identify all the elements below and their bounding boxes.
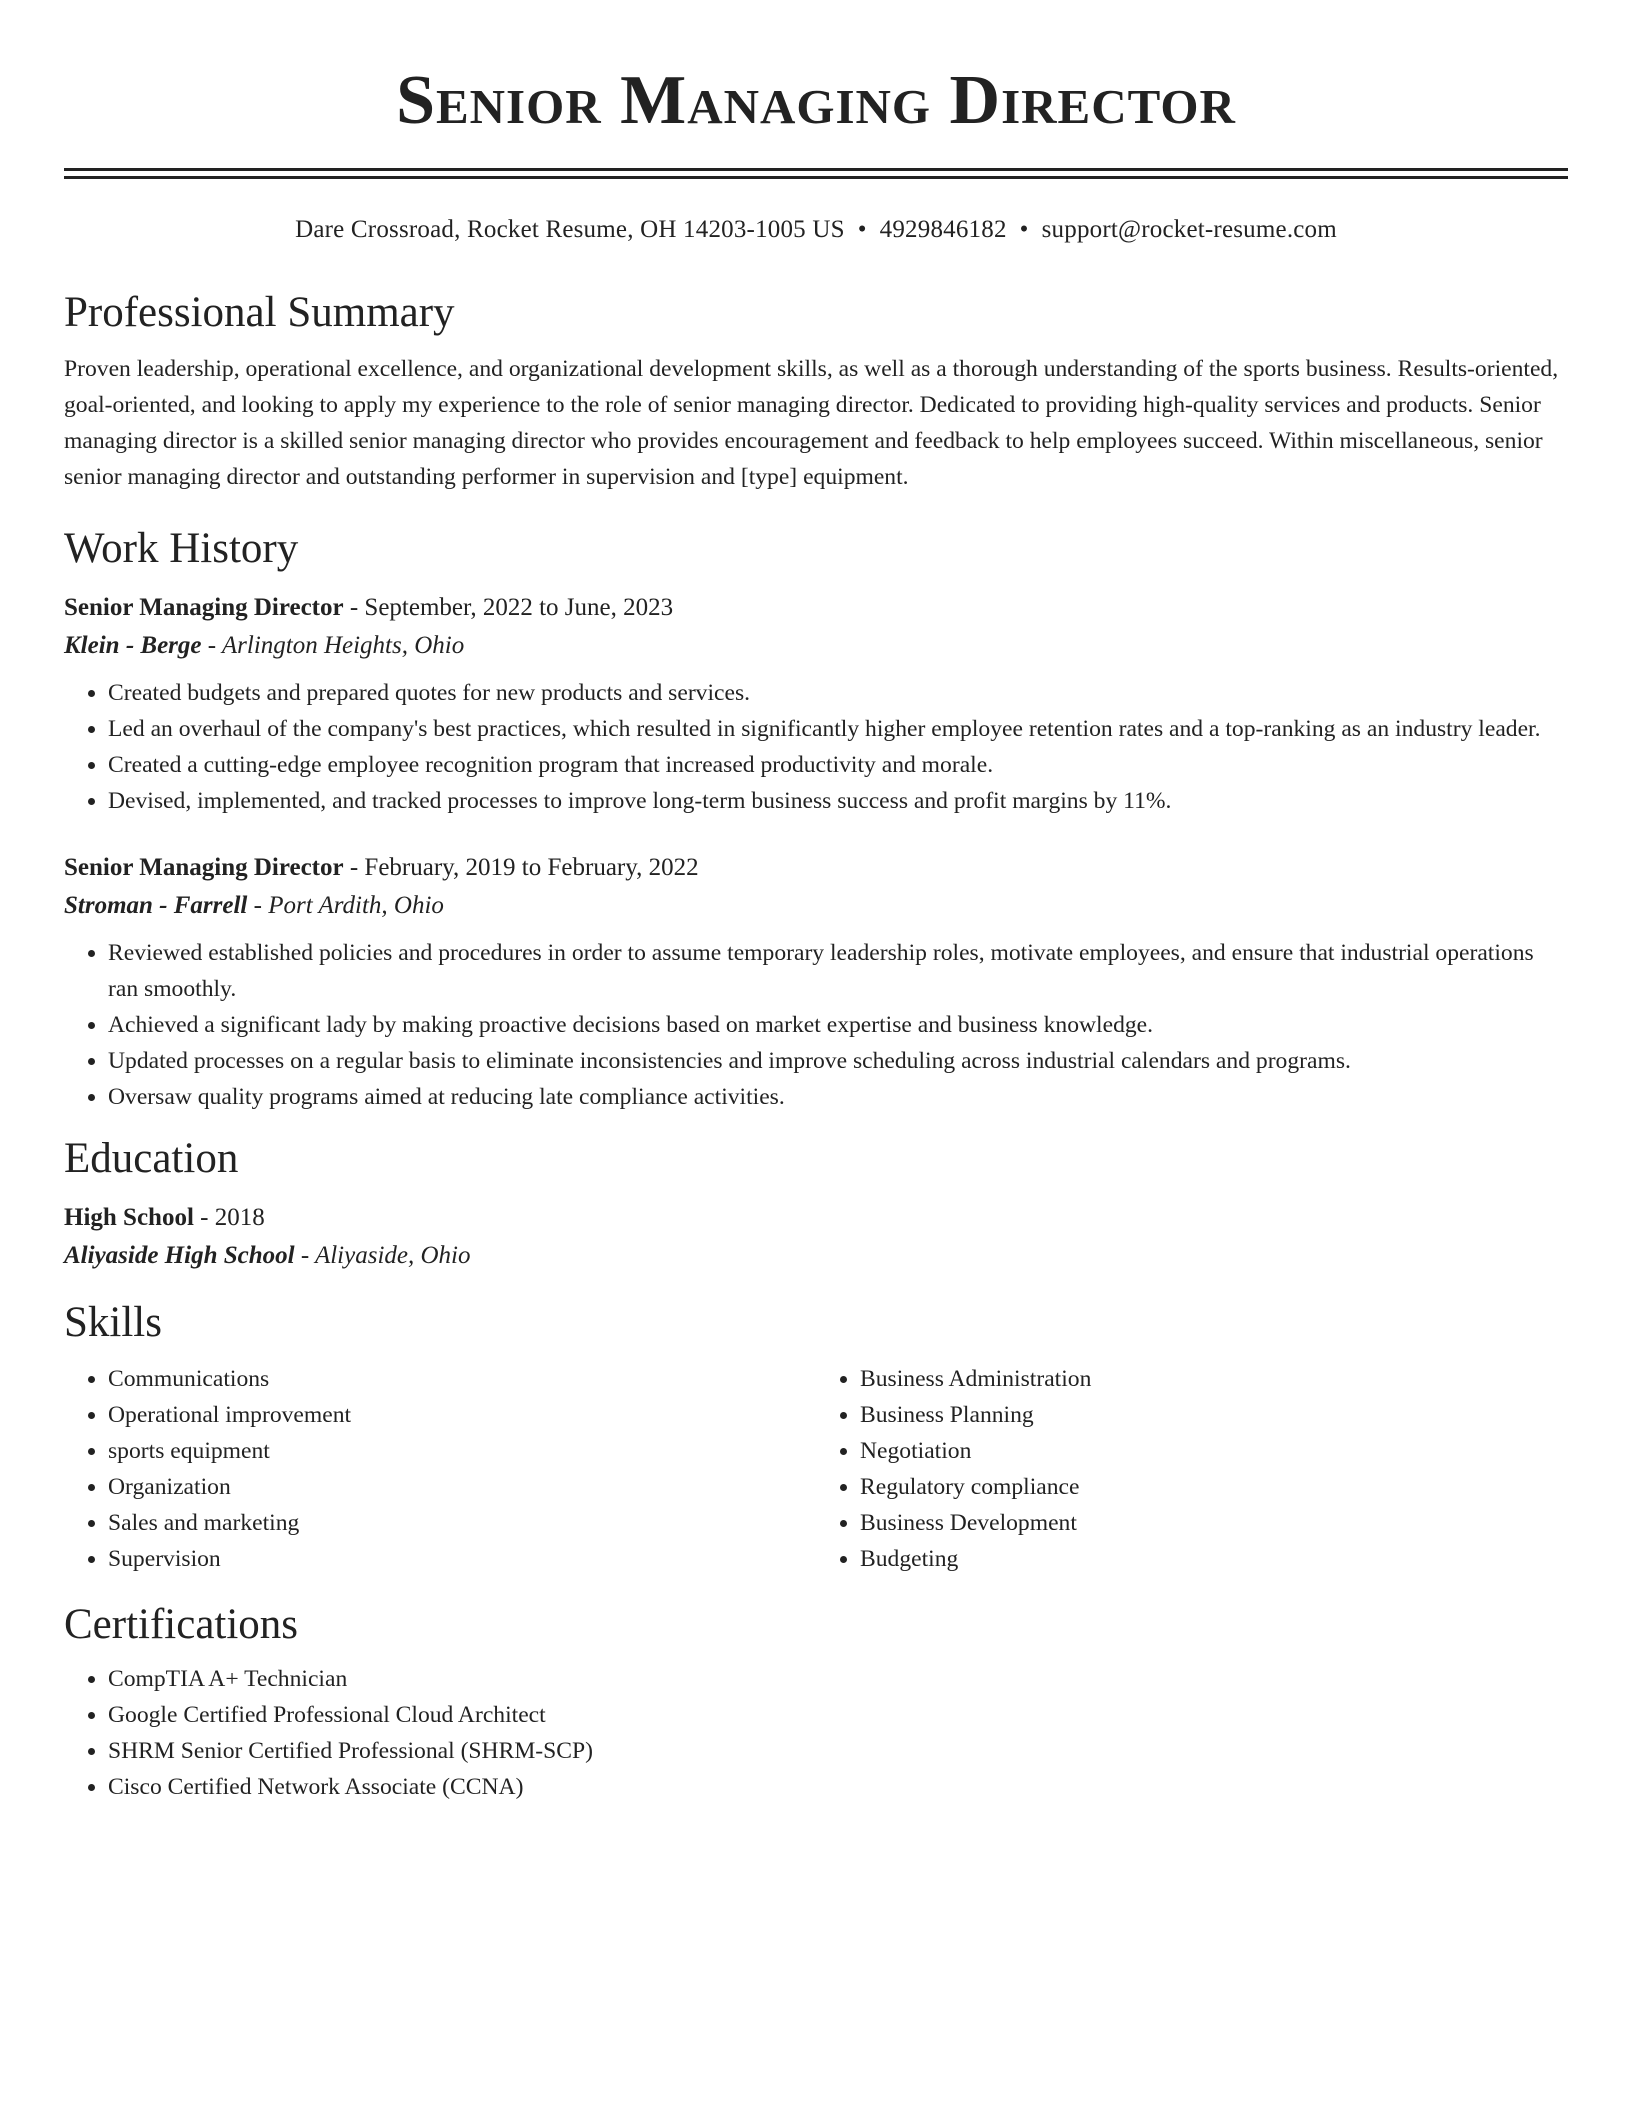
section-title-certifications: Certifications bbox=[64, 1601, 299, 1648]
job-bullets bbox=[64, 675, 1568, 819]
skills-grid bbox=[64, 1361, 1568, 1577]
section-title-work-history: Work History bbox=[64, 525, 299, 572]
education-degree-line bbox=[64, 1199, 1568, 1237]
contact-address: Dare Crossroad, Rocket Resume, OH 14203-1005 US bbox=[295, 216, 845, 243]
job-company: Stroman - Farrell bbox=[64, 892, 248, 919]
skill-item: • Regulatory compliance bbox=[860, 1469, 1568, 1505]
skill-item: • Budgeting bbox=[860, 1541, 1568, 1577]
skill-item: • Operational improvement bbox=[108, 1397, 816, 1433]
section-title-education: Education bbox=[64, 1135, 239, 1182]
education-degree: High School bbox=[64, 1204, 194, 1231]
job-bullet: • Updated processes on a regular basis to eliminate inconsistencies and improve scheduling across industrial calendars and programs. bbox=[108, 1043, 1568, 1079]
contact-separator: • bbox=[857, 216, 867, 243]
job-dates: - February, 2019 to February, 2022 bbox=[343, 854, 699, 881]
job-bullet: • Led an overhaul of the company's best practices, which resulted in significantly higher employee retention rates and a top-ranking as an industry leader. bbox=[108, 711, 1568, 747]
education-school-line bbox=[64, 1237, 1568, 1275]
summary-text: Proven leadership, operational excellence, and organizational development skills, as well as a thorough understanding of the sports business. Results-oriented, goal-oriented, and looking to apply my experience to the role of senior managing director. Dedicated to providing high-quality services and products. Senior managing director is a skilled senior managing director who provides encouragement and feedback to help employees succeed. Within miscellaneous, senior senior managing director and outstanding performer in supervision and [type] equipment. bbox=[64, 356, 1559, 490]
job-bullet: • Devised, implemented, and tracked processes to improve long-term business success and profit margins by 11%. bbox=[108, 783, 1568, 819]
skill-item: • Communications bbox=[108, 1361, 816, 1397]
job-role: Senior Managing Director bbox=[64, 854, 344, 881]
job-entry bbox=[64, 849, 1568, 1115]
education-year: - 2018 bbox=[193, 1204, 265, 1231]
job-bullet: • Achieved a significant lady by making proactive decisions based on market expertise and business knowledge. bbox=[108, 1007, 1568, 1043]
section-title-skills: Skills bbox=[64, 1299, 162, 1346]
job-dates: - September, 2022 to June, 2023 bbox=[343, 594, 674, 621]
header-double-rule bbox=[64, 168, 1568, 179]
job-title-line bbox=[64, 849, 1568, 887]
contact-separator: • bbox=[1019, 216, 1029, 243]
certifications-list bbox=[64, 1661, 1568, 1805]
certification-item: • Cisco Certified Network Associate (CCNA) bbox=[108, 1769, 1568, 1805]
education-entry bbox=[64, 1199, 1568, 1275]
contact-email: support@rocket-resume.com bbox=[1041, 216, 1337, 243]
skill-item: • Sales and marketing bbox=[108, 1505, 816, 1541]
job-bullet: • Created budgets and prepared quotes for new products and services. bbox=[108, 675, 1568, 711]
skills-list-left bbox=[64, 1361, 816, 1577]
contact-line bbox=[64, 213, 1568, 247]
job-company-line bbox=[64, 627, 1568, 665]
certification-item: • Google Certified Professional Cloud Architect bbox=[108, 1697, 1568, 1733]
education-location: - Aliyaside, Ohio bbox=[294, 1242, 471, 1269]
job-entry bbox=[64, 589, 1568, 819]
job-bullet: • Oversaw quality programs aimed at reducing late compliance activities. bbox=[108, 1079, 1568, 1115]
skills-list-right bbox=[816, 1361, 1568, 1577]
section-title-summary: Professional Summary bbox=[64, 289, 455, 336]
job-company: Klein - Berge bbox=[64, 632, 202, 659]
skill-item: • Business Development bbox=[860, 1505, 1568, 1541]
skill-item: • sports equipment bbox=[108, 1433, 816, 1469]
job-bullets bbox=[64, 935, 1568, 1115]
certification-item: • SHRM Senior Certified Professional (SHRM-SCP) bbox=[108, 1733, 1568, 1769]
job-bullet: • Created a cutting-edge employee recognition program that increased productivity and morale. bbox=[108, 747, 1568, 783]
job-company-line bbox=[64, 887, 1568, 925]
resume-name: Senior Managing Director bbox=[396, 62, 1236, 139]
skill-item: • Organization bbox=[108, 1469, 816, 1505]
skill-item: • Supervision bbox=[108, 1541, 816, 1577]
job-location: - Port Ardith, Ohio bbox=[247, 892, 444, 919]
job-location: - Arlington Heights, Ohio bbox=[201, 632, 465, 659]
job-bullet: • Reviewed established policies and procedures in order to assume temporary leadership roles, motivate employees, and ensure that industrial operations ran smoothly. bbox=[108, 935, 1568, 1007]
skill-item: • Negotiation bbox=[860, 1433, 1568, 1469]
education-school: Aliyaside High School bbox=[64, 1242, 295, 1269]
certification-item: • CompTIA A+ Technician bbox=[108, 1661, 1568, 1697]
skill-item: • Business Administration bbox=[860, 1361, 1568, 1397]
contact-phone: 4929846182 bbox=[879, 216, 1007, 243]
job-role: Senior Managing Director bbox=[64, 594, 344, 621]
skill-item: • Business Planning bbox=[860, 1397, 1568, 1433]
job-title-line bbox=[64, 589, 1568, 627]
